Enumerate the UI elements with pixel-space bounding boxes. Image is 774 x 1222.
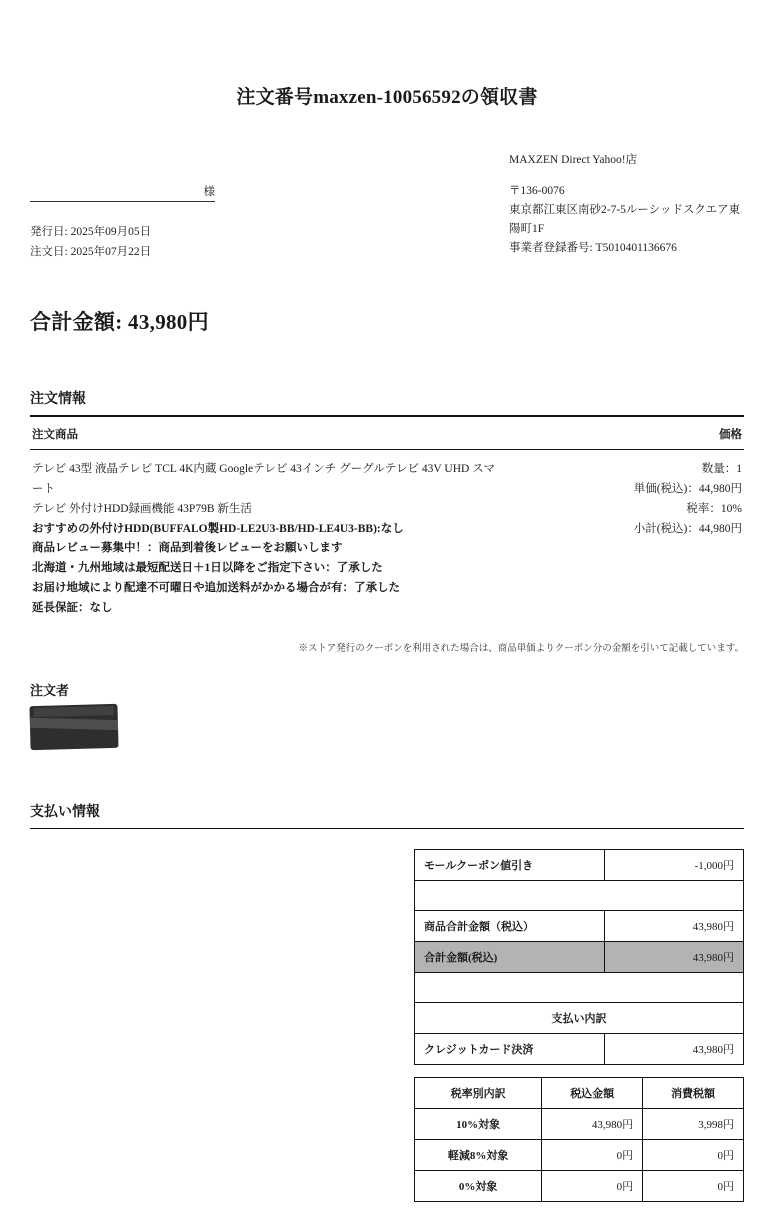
- payment-tables: [414, 849, 744, 1202]
- tax-amount: 0円: [542, 1171, 643, 1202]
- tax-col-rate: 税率別内訳: [415, 1078, 542, 1109]
- header-info: [30, 149, 744, 262]
- order-date: 注文日: 2025年07月22日: [30, 246, 152, 259]
- grand-total: 合計金額: 43,980円: [30, 310, 209, 335]
- table-row: [415, 1171, 744, 1202]
- order-option-line: おすすめの外付けHDD(BUFFALO製HD-LE2U3-BB/HD-LE4U3-BB):なし: [32, 522, 404, 535]
- summary-label: 商品合計金額（税込）: [415, 911, 605, 942]
- store-address: 東京都江東区南砂2-7-5ルーシッドスクエア東陽町1F: [509, 203, 741, 235]
- table-row: [415, 1109, 744, 1140]
- payment-section: [30, 801, 744, 1202]
- order-table-body: [30, 450, 744, 618]
- customer-honorific: 様: [203, 186, 215, 198]
- payment-tables-wrap: [30, 849, 744, 1202]
- breakdown-value: 43,980円: [605, 1034, 744, 1065]
- table-row: [415, 1034, 744, 1065]
- summary-value: 43,980円: [605, 942, 744, 973]
- issue-date: 発行日: 2025年09月05日: [30, 226, 152, 238]
- store-postal: 〒136-0076: [509, 184, 565, 197]
- store-name: MAXZEN Direct Yahoo!店: [509, 154, 638, 166]
- order-quantity: 数量：1: [701, 463, 742, 476]
- payment-summary-table: [414, 849, 744, 1065]
- table-row: [415, 911, 744, 942]
- order-price-details: [634, 460, 742, 618]
- tax-amount: 0円: [542, 1140, 643, 1171]
- order-col-item: 注文商品: [32, 429, 78, 442]
- customer-name-line: [30, 149, 215, 202]
- order-table-header: [30, 417, 744, 450]
- order-col-price: 価格: [719, 429, 742, 442]
- breakdown-label: クレジットカード決済: [415, 1034, 605, 1065]
- order-item-line: テレビ 外付けHDD録画機能 43P79B 新生活: [32, 502, 252, 515]
- orderer-heading: 注文者: [30, 683, 70, 699]
- breakdown-title: 支払い内訳: [415, 1003, 744, 1034]
- order-subtotal: 小計(税込)：44,980円: [633, 522, 742, 535]
- customer-block: [30, 149, 330, 262]
- table-row: [415, 850, 744, 881]
- summary-value: 43,980円: [605, 911, 744, 942]
- table-row: [415, 1003, 744, 1034]
- tax-value: 0円: [643, 1140, 744, 1171]
- order-item-line: テレビ 43型 液晶テレビ TCL 4K内蔵 Googleテレビ 43インチ グーグルテレビ 43V UHD スマート: [32, 463, 495, 496]
- store-registration: 事業者登録番号: T5010401136676: [509, 241, 677, 254]
- order-unit-price: 単価(税込)：44,980円: [633, 483, 742, 496]
- order-option-line: お届け地域により配達不可曜日や追加送料がかかる場合が有：了承した: [32, 581, 400, 594]
- order-section: [30, 388, 744, 654]
- order-section-title: 注文情報: [30, 388, 744, 417]
- order-item-details: [32, 460, 502, 618]
- tax-rate-label: 0%対象: [415, 1171, 542, 1202]
- tax-value: 3,998円: [643, 1109, 744, 1140]
- order-option-line: 延長保証：なし: [32, 601, 113, 614]
- store-block: [509, 149, 744, 262]
- summary-value: -1,000円: [605, 850, 744, 881]
- tax-rate-label: 10%対象: [415, 1109, 542, 1140]
- tax-breakdown-table: [414, 1077, 744, 1202]
- date-block: [30, 222, 330, 262]
- order-option-line: 北海道・九州地域は最短配送日＋1日以降をご指定下さい：了承した: [32, 562, 383, 575]
- order-tax-rate: 税率：10%: [686, 502, 742, 515]
- table-row: [415, 1140, 744, 1171]
- redacted-orderer-info: [29, 704, 118, 750]
- tax-col-amount: 税込金額: [542, 1078, 643, 1109]
- tax-rate-label: 軽減8%対象: [415, 1140, 542, 1171]
- tax-col-tax: 消費税額: [643, 1078, 744, 1109]
- page-title: 注文番号maxzen-10056592の領収書: [236, 87, 538, 108]
- table-header-row: [415, 1078, 744, 1109]
- tax-value: 0円: [643, 1171, 744, 1202]
- table-row: [415, 942, 744, 973]
- summary-label: モールクーポン値引き: [415, 850, 605, 881]
- tax-amount: 43,980円: [542, 1109, 643, 1140]
- coupon-note: ※ストア発行のクーポンを利用された場合は、商品単価よりクーポン分の金額を引いて記載しています。: [298, 644, 744, 655]
- order-option-line: 商品レビュー募集中！：商品到着後レビューをお願いします: [32, 542, 343, 555]
- payment-section-title: 支払い情報: [30, 801, 744, 829]
- summary-label: 合計金額(税込): [415, 942, 605, 973]
